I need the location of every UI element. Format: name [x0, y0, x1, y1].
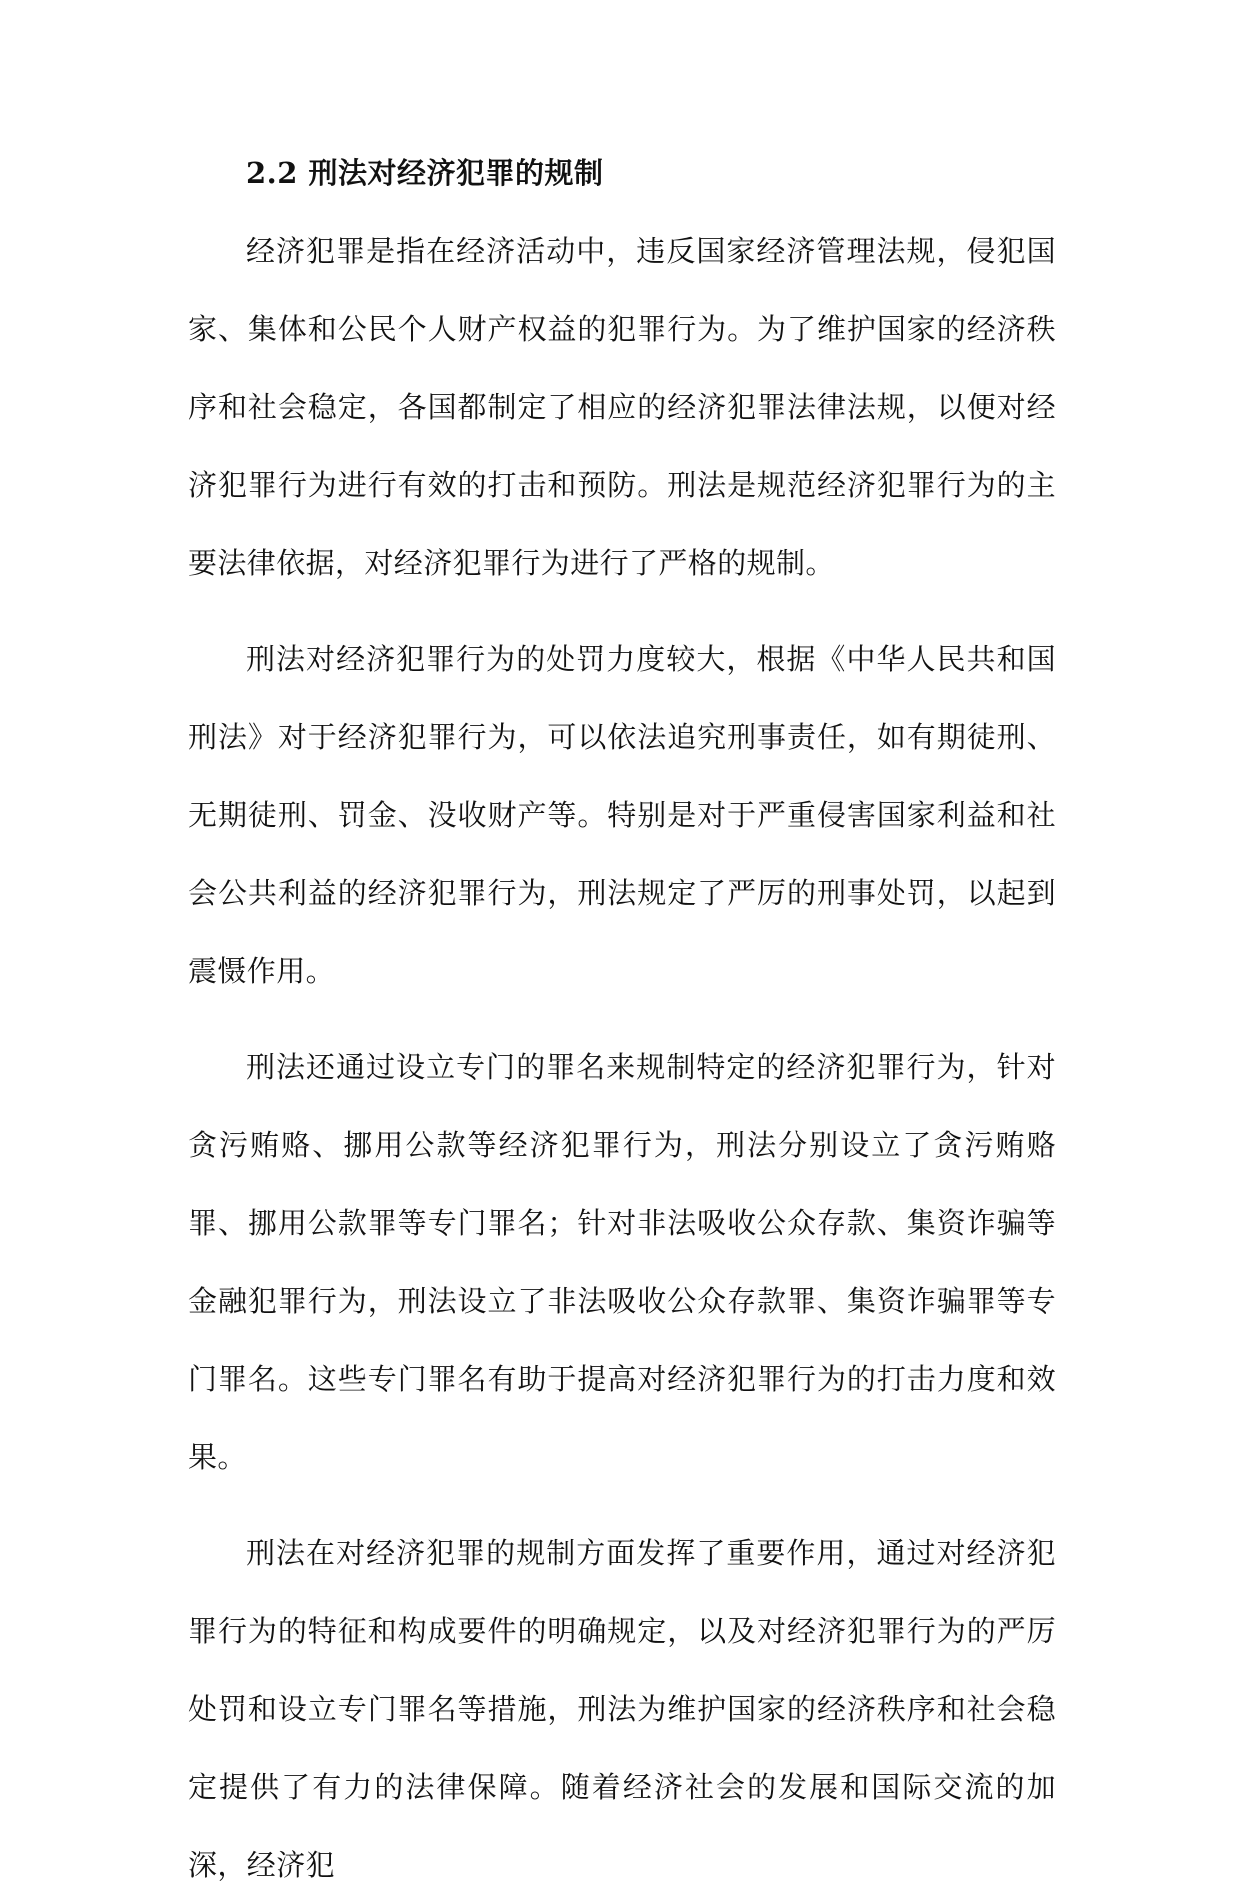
page-content: [188, 146, 1056, 1904]
paragraph-penalties: 刑法对经济犯罪行为的处罚力度较大，根据《中华人民共和国刑法》对于经济犯罪行为，可以依法追究刑事责任，如有期徒刑、无期徒刑、罚金、没收财产等。特别是对于严重侵害国家利益和社会公共利益的经济犯罪行为，刑法规定了严厉的刑事处罚，以起到震慑作用。: [188, 642, 1056, 988]
paragraph-conclusion: 刑法在对经济犯罪的规制方面发挥了重要作用，通过对经济犯罪行为的特征和构成要件的明确规定，以及对经济犯罪行为的严厉处罚和设立专门罪名等措施，刑法为维护国家的经济秩序和社会稳定提供了有力的法律保障。随着经济社会的发展和国际交流的加深，经济犯: [188, 1536, 1056, 1882]
paragraph-specific-crimes: 刑法还通过设立专门的罪名来规制特定的经济犯罪行为，针对贪污贿赂、挪用公款等经济犯罪行为，刑法分别设立了贪污贿赂罪、挪用公款罪等专门罪名；针对非法吸收公众存款、集资诈骗等金融犯罪行为，刑法设立了非法吸收公众存款罪、集资诈骗罪等专门罪名。这些专门罪名有助于提高对经济犯罪行为的打击力度和效果。: [188, 1050, 1056, 1474]
paragraph-definition: 经济犯罪是指在经济活动中，违反国家经济管理法规，侵犯国家、集体和公民个人财产权益的犯罪行为。为了维护国家的经济秩序和社会稳定，各国都制定了相应的经济犯罪法律法规，以便对经济犯罪行为进行有效的打击和预防。刑法是规范经济犯罪行为的主要法律依据，对经济犯罪行为进行了严格的规制。: [188, 234, 1056, 580]
section-heading: 2.2 刑法对经济犯罪的规制: [246, 156, 604, 190]
